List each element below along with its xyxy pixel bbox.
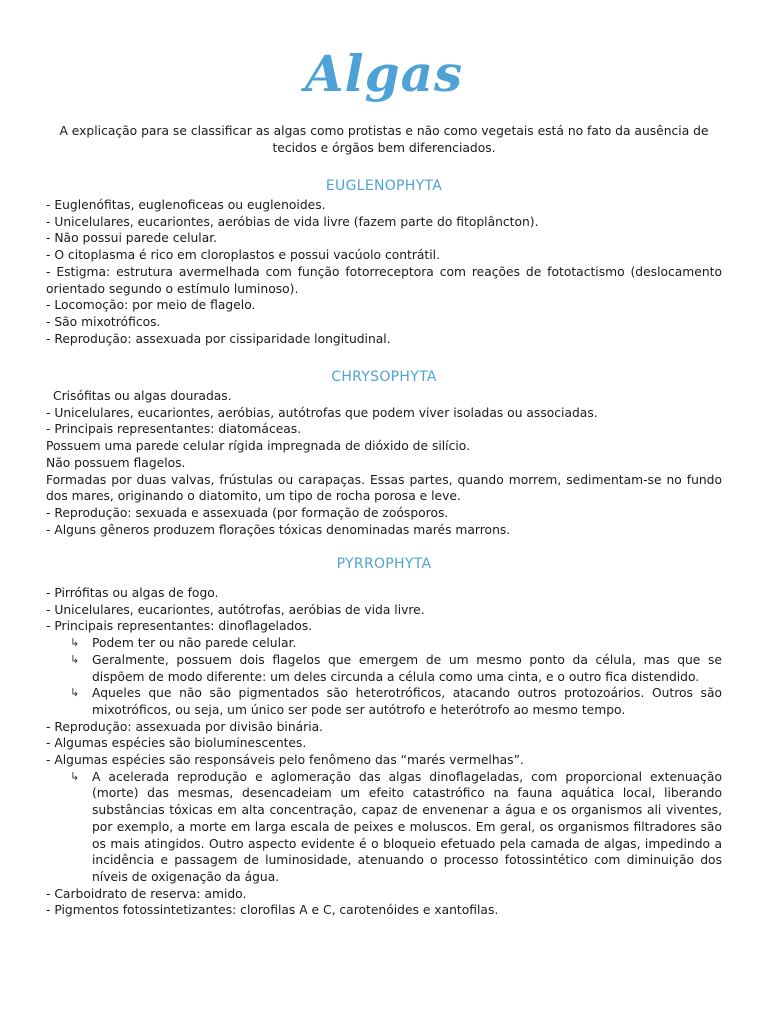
section-body-pyrrophyta (46, 585, 722, 919)
sub-list-item-text: Geralmente, possuem dois flagelos que emergem de um mesmo ponto da célula, mas que se dispõem de modo diferente: um deles circunda a célula como uma cinta, e o outro fica distendido. (92, 652, 722, 684)
list-item: - Principais representantes: dinoflagelados. (46, 619, 313, 634)
list-item: - Euglenófitas, euglenoficeas ou euglenoides. (46, 198, 326, 212)
sub-list-item (46, 769, 722, 886)
list-item: - Pigmentos fotossintetizantes: clorofilas A e C, carotenóides e xantofilas. (46, 903, 499, 918)
intro-paragraph: A explicação para se classificar as algas como protistas e não como vegetais está no fato da ausência de tecidos e órgãos bem diferenciados. (59, 124, 709, 155)
list-item: Formadas por duas valvas, frústulas ou carapaças. Essas partes, quando morrem, sedimentam-se no fundo dos mares, originando o diatomito, um tipo de rocha porosa e leve. (46, 472, 722, 504)
sub-list-item (46, 685, 722, 718)
section-body-chrysophyta (46, 388, 722, 538)
arrow-icon: ↳ (70, 769, 80, 783)
section-body-euglenophyta (46, 197, 722, 347)
arrow-icon: ↳ (70, 636, 80, 650)
arrow-icon: ↳ (70, 652, 80, 666)
list-item: Não possuem flagelos. (46, 455, 186, 470)
arrow-icon: ↳ (70, 686, 80, 700)
section-heading-euglenophyta: EUGLENOPHYTA (325, 178, 443, 194)
list-item: - Principais representantes: diatomáceas. (46, 422, 302, 437)
section-heading-pyrrophyta: PYRROPHYTA (336, 556, 432, 572)
list-item: - Unicelulares, eucariontes, aeróbias de vida livre (fazem parte do fitoplâncton). (46, 214, 539, 229)
list-item: - Unicelulares, eucariontes, aeróbias, autótrofas que podem viver isoladas ou associadas. (46, 405, 598, 420)
sub-list-item (46, 635, 722, 652)
list-item: - Pirrófitas ou algas de fogo. (46, 586, 219, 600)
list-item: - Alguns gêneros produzem florações tóxicas denominadas marés marrons. (46, 522, 511, 537)
list-item: - Algumas espécies são bioluminescentes. (46, 736, 307, 751)
list-item: Crisófitas ou algas douradas. (53, 389, 232, 403)
list-item: - Carboidrato de reserva: amido. (46, 886, 247, 901)
list-item: - Reprodução: sexuada e assexuada (por formação de zoósporos. (46, 505, 449, 520)
list-item: - Reprodução: assexuada por divisão binária. (46, 719, 324, 734)
list-item: Possuem uma parede celular rígida impregnada de dióxido de silício. (46, 439, 470, 454)
sub-list-item (46, 652, 722, 685)
list-item: - Não possui parede celular. (46, 231, 218, 246)
list-item: - São mixotróficos. (46, 314, 161, 329)
list-item: - Reprodução: assexuada por cissiparidade longitudinal. (46, 331, 391, 346)
page-title: Algas (304, 44, 464, 103)
section-heading-chrysophyta: CHRYSOPHYTA (331, 369, 437, 385)
list-item: - Locomoção: por meio de flagelo. (46, 298, 256, 313)
list-item: - Algumas espécies são responsáveis pelo fenômeno das “marés vermelhas”. (46, 753, 524, 768)
sub-list-item-text: Aqueles que não são pigmentados são heterotróficos, atacando outros protozoários. Outros são mixotróficos, ou seja, um único ser pode ser autótrofo e heterótrofo ao mesmo tempo. (92, 686, 722, 717)
list-item: - O citoplasma é rico em cloroplastos e possui vacúolo contrátil. (46, 248, 440, 263)
sub-list-item-text: A acelerada reprodução e aglomeração das algas dinoflageladas, com proporcional extenuação (morte) das mesmas, desencadeiam um efeito catastrófico na fauna aquática local, liberando substâncias tóxicas em alta concentração, capaz de envenenar a água e os organismos ali viventes, por exemplo, a morte em larga escala de peixes e moluscos. Em geral, os organismos filtradores são os mais atingidos. Outro aspecto evidente é o bloqueio efetuado pela camada de algas, impedindo a incidência e passagem de luminosidade, atenuando o processo fotossintético com diminuição dos níveis de oxigenação da água. (92, 769, 722, 884)
sub-list-item-text: Podem ter ou não parede celular. (92, 636, 297, 651)
list-item: - Unicelulares, eucariontes, autótrofas, aeróbias de vida livre. (46, 602, 425, 617)
list-item: - Estigma: estrutura avermelhada com função fotorreceptora com reações de fototactismo (deslocamento orientado segundo o estímulo luminoso). (46, 264, 722, 296)
